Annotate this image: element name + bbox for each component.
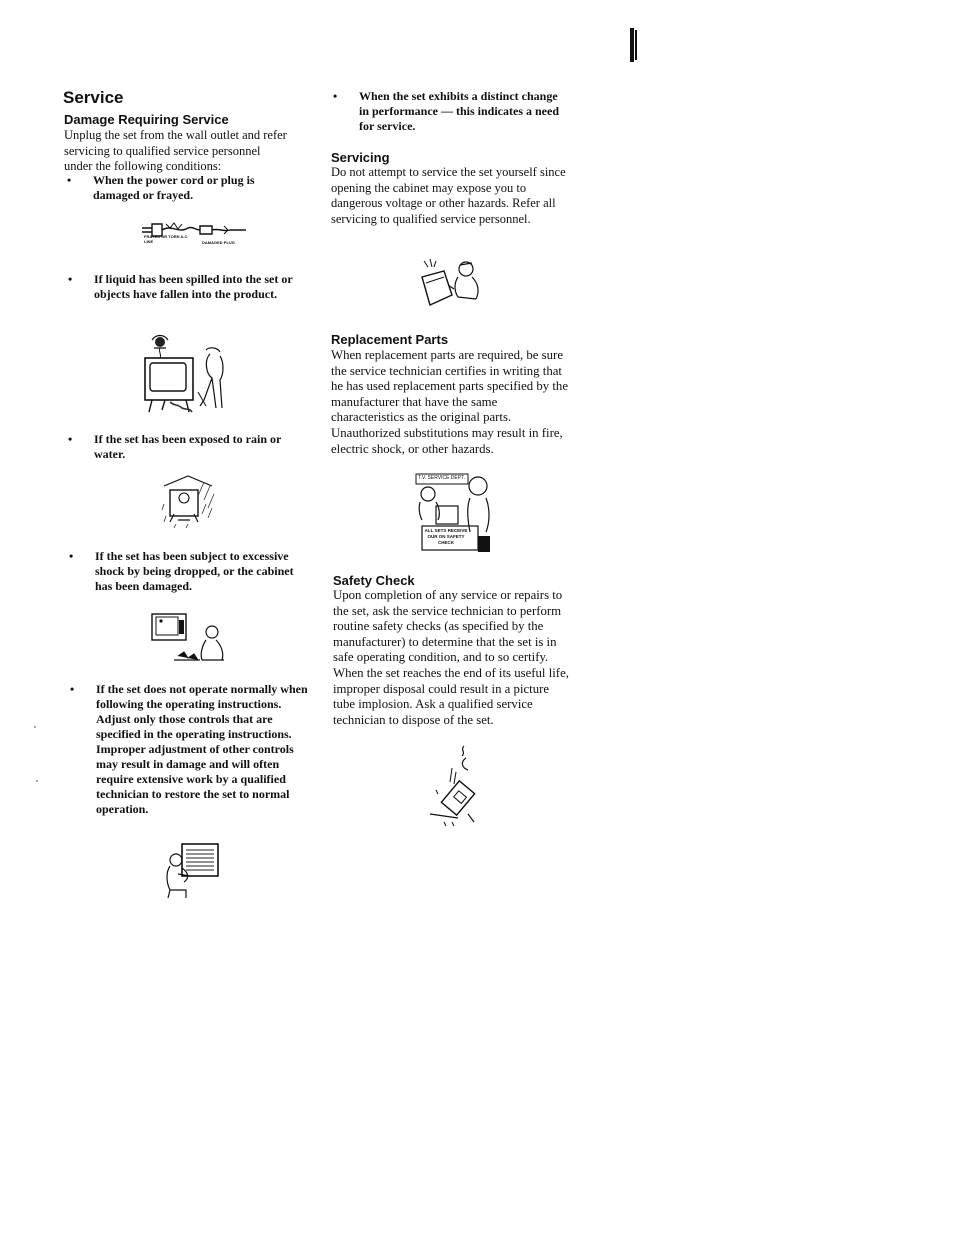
page-edge-tab-mark bbox=[630, 28, 634, 62]
bullet-shock-dropped-text: If the set has been subject to excessive shock by being dropped, or the cabinet has been damaged. bbox=[95, 549, 294, 593]
scan-speck bbox=[36, 780, 38, 782]
bullet-not-operating-normally bbox=[70, 682, 308, 817]
safety-check-heading: Safety Check bbox=[333, 573, 415, 588]
page-edge-tab-mark-secondary bbox=[635, 30, 637, 60]
bullet-rain-water bbox=[68, 432, 306, 462]
servicing-text: Do not attempt to service the set yourself since opening the cabinet may expose you to dangerous voltage or other hazards. Refer all servicing to qualified service personnel. bbox=[331, 165, 566, 226]
bullet-change-in-performance bbox=[333, 89, 559, 134]
bullet-change-in-performance-text: When the set exhibits a distinct change in performance — this indicates a need for service. bbox=[359, 89, 559, 133]
liquid-spill-illustration bbox=[140, 330, 235, 415]
damaged-power-cord-illustration bbox=[140, 218, 250, 252]
bullet-liquid-spilled-text: If liquid has been spilled into the set or objects have fallen into the product. bbox=[94, 272, 293, 301]
tv-service-dept-illustration bbox=[414, 472, 494, 554]
bullet-dot: • bbox=[68, 432, 73, 446]
replacement-parts-heading: Replacement Parts bbox=[331, 332, 449, 347]
section-title: Service bbox=[63, 88, 124, 107]
safety-check-sign: ALL SETS RECEIVE OUR ON SAFETY CHECK bbox=[424, 528, 468, 545]
damage-intro-text: Unplug the set from the wall outlet and refer servicing to qualified service personnel under the following conditions: bbox=[64, 128, 287, 174]
bullet-not-operating-normally-text: If the set does not operate normally when following the operating instructions. Adjust only those controls that are specified in the operating instructions. Improper adjustment of other controls may result in damage and will often require extensive work by a qualified technician to restore the set to normal operation. bbox=[96, 682, 308, 816]
frayed-cord-label: FRAYED OR TORN A.C. LINE bbox=[144, 234, 189, 244]
servicing-warning-illustration bbox=[414, 255, 484, 311]
bullet-dot: • bbox=[68, 272, 73, 286]
adjusting-controls-illustration bbox=[160, 842, 222, 900]
bullet-rain-water-text: If the set has been exposed to rain or water. bbox=[94, 432, 282, 461]
bullet-dot: • bbox=[333, 89, 338, 103]
picture-tube-disposal-illustration bbox=[428, 742, 480, 828]
bullet-shock-dropped bbox=[69, 549, 305, 594]
bullet-power-cord-text: When the power cord or plug is damaged or frayed. bbox=[93, 173, 255, 202]
tv-service-dept-sign: T.V. SERVICE DEPT. bbox=[418, 475, 465, 481]
safety-check-text: Upon completion of any service or repairs to the set, ask the service technician to perform routine safety checks (as specified by the manufacturer) to determine that the set is in safe operating condition, and to so certify. When the set reaches the end of its useful life, improper disposal could result in a picture tube implosion. Ask a qualified service technician to dispose of the set. bbox=[333, 588, 569, 727]
bullet-dot: • bbox=[69, 549, 74, 563]
damage-requiring-service-heading: Damage Requiring Service bbox=[64, 112, 229, 127]
damaged-plug-label: DAMAGED PLUG bbox=[202, 240, 235, 245]
dropped-set-illustration bbox=[150, 612, 226, 664]
replacement-parts-text: When replacement parts are required, be sure the service technician certifies in writing that he has used replacement parts specified by the manufacturer that have the same characteristics as the original parts. Unauthorized substitutions may result in fire, electric shock, or other hazards. bbox=[331, 348, 569, 456]
bullet-dot: • bbox=[67, 173, 72, 187]
bullet-liquid-spilled bbox=[68, 272, 304, 302]
bullet-power-cord bbox=[67, 173, 293, 203]
rain-exposure-illustration bbox=[158, 474, 220, 530]
scan-speck bbox=[34, 726, 36, 728]
servicing-heading: Servicing bbox=[331, 150, 390, 165]
bullet-dot: • bbox=[70, 682, 75, 696]
